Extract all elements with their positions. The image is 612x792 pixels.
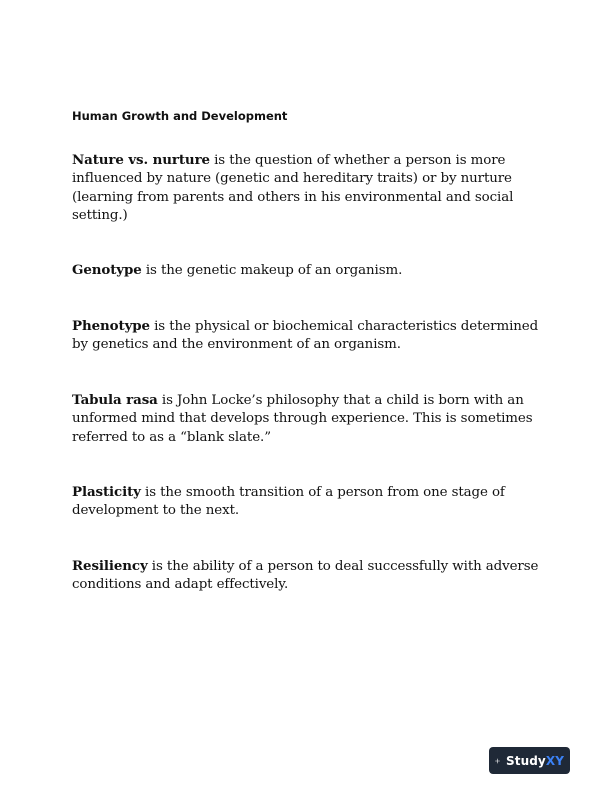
definition-phenotype	[72, 317, 542, 355]
definition-text: is John Locke’s philosophy that a child is born with an unformed mind that develops through experience. This is sometimes referred to as a “blank slate.”	[72, 393, 533, 445]
definition-term: Phenotype	[72, 318, 150, 334]
brand-name-accent: XY	[545, 753, 564, 768]
definition-term: Plasticity	[72, 484, 141, 500]
definition-text: is the smooth transition of a person from one stage of development to the next.	[72, 485, 505, 519]
definition-term: Nature vs. nurture	[72, 152, 210, 168]
definition-nature-vs-nurture	[72, 151, 542, 225]
brand-name	[506, 754, 564, 768]
definition-term: Genotype	[72, 262, 142, 278]
definition-text: is the genetic makeup of an organism.	[141, 263, 403, 278]
definition-tabula-rasa	[72, 391, 542, 447]
definition-term: Tabula rasa	[72, 392, 158, 408]
definition-text: is the ability of a person to deal successfully with adverse conditions and adapt effectively.	[72, 559, 539, 593]
brand-name-main: Study	[506, 753, 546, 768]
document-title: Human Growth and Development	[72, 109, 288, 123]
definition-text: is the physical or biochemical characteristics determined by genetics and the environment of an organism.	[72, 319, 539, 353]
definition-resiliency	[72, 557, 542, 595]
plus-icon	[495, 754, 500, 768]
definition-plasticity	[72, 483, 542, 521]
definition-term: Resiliency	[72, 558, 148, 574]
definition-genotype	[72, 261, 542, 280]
definition-text: is the question of whether a person is more influenced by nature (genetic and hereditary traits) or by nurture (learning from parents and others in his environmental and social setting.)	[72, 153, 514, 223]
studyxy-watermark-badge[interactable]	[489, 747, 570, 774]
